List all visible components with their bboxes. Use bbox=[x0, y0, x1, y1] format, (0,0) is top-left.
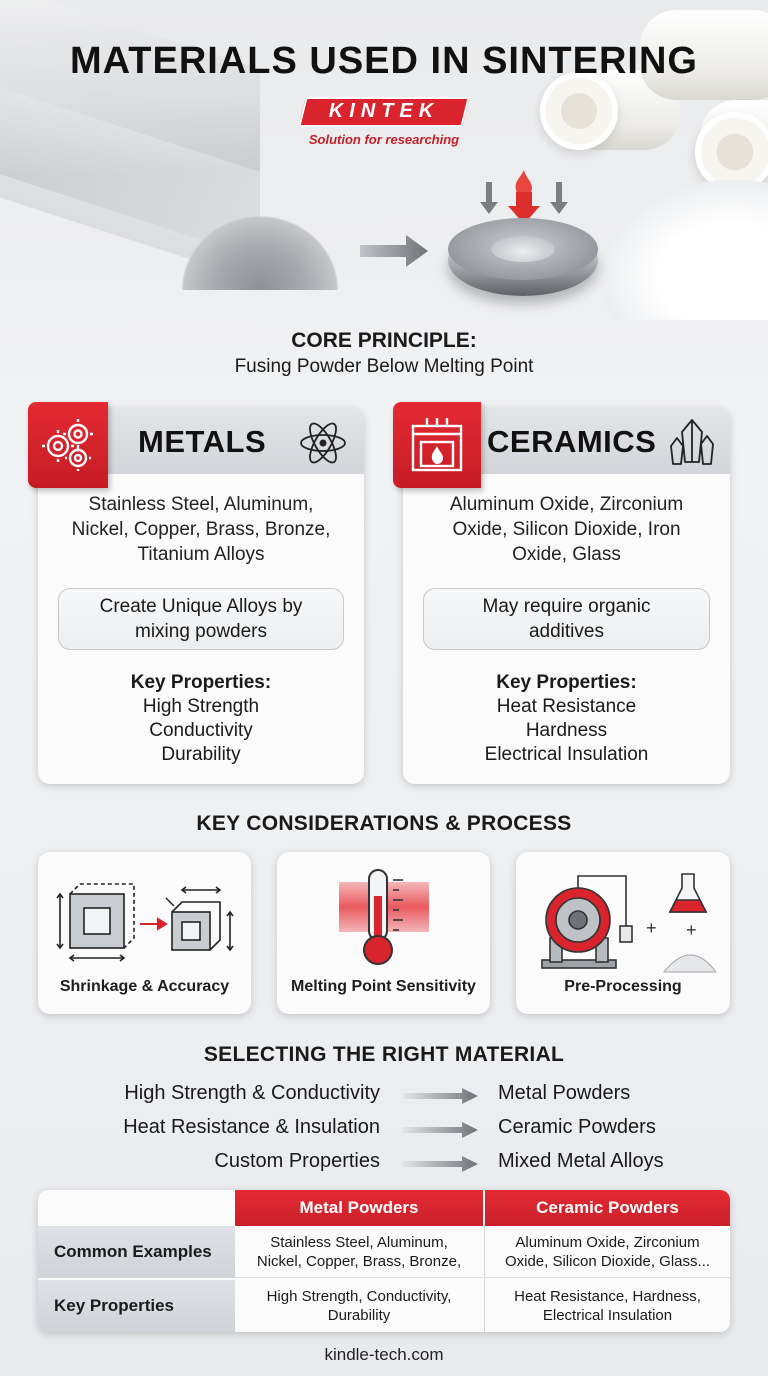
mixer-flask-powder-icon bbox=[536, 868, 716, 976]
metals-note bbox=[58, 588, 344, 650]
tile-label: Shrinkage & Accuracy bbox=[59, 978, 230, 995]
kiln-fire-icon bbox=[407, 414, 467, 474]
property-item: Heat Resistance bbox=[496, 696, 637, 717]
thermometer-icon bbox=[355, 866, 415, 970]
table-cell bbox=[485, 1280, 730, 1332]
cell-line: Aluminum Oxide, Zirconium bbox=[515, 1233, 700, 1251]
table-cell bbox=[485, 1226, 730, 1278]
material-line: Oxide, Silicon Dioxide, Iron bbox=[452, 519, 681, 540]
table-row-label: Key Properties bbox=[38, 1280, 235, 1332]
cell-line: Electrical Insulation bbox=[542, 1307, 673, 1324]
property-item: Electrical Insulation bbox=[484, 744, 649, 765]
material-line: Stainless Steel, Aluminum, bbox=[88, 494, 314, 515]
svg-text:+: + bbox=[686, 920, 697, 940]
cell-line: Stainless Steel, Aluminum, bbox=[270, 1233, 448, 1251]
property-item: Conductivity bbox=[149, 720, 253, 741]
material-line: Aluminum Oxide, Zirconium bbox=[449, 494, 684, 515]
atom-icon bbox=[298, 422, 348, 464]
arrow-right-icon bbox=[402, 1088, 478, 1104]
key-properties-heading: Key Properties: bbox=[130, 672, 272, 693]
ceramic-tube-image bbox=[540, 72, 618, 150]
material-line: Titanium Alloys bbox=[137, 544, 265, 565]
melting-point-tile bbox=[277, 852, 490, 1014]
ceramics-icon-tab bbox=[393, 402, 481, 488]
ceramics-title: CERAMICS bbox=[487, 424, 657, 459]
footer-url[interactable]: kindle-tech.com bbox=[324, 1345, 444, 1364]
arrow-right-icon bbox=[402, 1156, 478, 1172]
material-line: Nickel, Copper, Brass, Bronze, bbox=[71, 519, 331, 540]
property-item: Hardness bbox=[525, 720, 608, 741]
table-header-metal: Metal Powders bbox=[235, 1190, 483, 1226]
sintered-ring-hole bbox=[491, 236, 555, 262]
cell-line: High Strength, Conductivity, bbox=[266, 1288, 452, 1305]
metals-key-properties bbox=[38, 672, 364, 766]
cell-line: Heat Resistance, Hardness, bbox=[514, 1288, 701, 1305]
arrow-right-icon bbox=[360, 233, 430, 269]
selection-need: Heat Resistance & Insulation bbox=[123, 1116, 380, 1138]
table-divider bbox=[484, 1226, 485, 1332]
gears-icon bbox=[38, 414, 100, 476]
metal-powder-pile-image bbox=[170, 205, 350, 290]
cell-line: Nickel, Copper, Brass, Bronze, bbox=[256, 1252, 462, 1270]
pre-processing-tile bbox=[516, 852, 730, 1014]
property-item: High Strength bbox=[142, 696, 260, 717]
metals-materials bbox=[38, 492, 364, 567]
shrinkage-tile bbox=[38, 852, 251, 1014]
shrinkage-diagram-icon bbox=[56, 876, 236, 974]
selection-material: Metal Powders bbox=[498, 1082, 631, 1104]
table-row-label: Common Examples bbox=[38, 1226, 235, 1278]
property-item: Durability bbox=[161, 744, 241, 765]
cell-line: Durability bbox=[327, 1307, 391, 1324]
core-principle-subtitle: Fusing Powder Below Melting Point bbox=[234, 356, 534, 377]
ceramics-materials bbox=[403, 492, 730, 567]
page-title: MATERIALS USED IN SINTERING bbox=[70, 40, 698, 82]
tile-label: Pre-Processing bbox=[564, 978, 682, 995]
note-line: mixing powders bbox=[135, 621, 267, 642]
ceramics-note bbox=[423, 588, 710, 650]
selection-need: Custom Properties bbox=[214, 1150, 380, 1172]
selection-material: Ceramic Powders bbox=[498, 1116, 656, 1138]
arrow-right-icon bbox=[402, 1122, 478, 1138]
table-header-ceramic: Ceramic Powders bbox=[485, 1190, 730, 1226]
material-line: Oxide, Glass bbox=[512, 544, 621, 565]
selection-material: Mixed Metal Alloys bbox=[498, 1150, 664, 1172]
core-principle-title: CORE PRINCIPLE: bbox=[291, 329, 477, 352]
ceramics-key-properties bbox=[403, 672, 730, 766]
metals-title: METALS bbox=[138, 424, 267, 459]
selection-need: High Strength & Conductivity bbox=[124, 1082, 380, 1104]
considerations-title: KEY CONSIDERATIONS & PROCESS bbox=[196, 812, 572, 835]
note-line: May require organic bbox=[482, 596, 651, 617]
note-line: Create Unique Alloys by bbox=[99, 596, 303, 617]
metals-icon-tab bbox=[28, 402, 108, 488]
note-line: additives bbox=[528, 621, 604, 642]
logo-tagline: Solution for researching bbox=[308, 132, 460, 147]
comparison-table bbox=[38, 1190, 730, 1332]
white-powder-image bbox=[600, 180, 768, 320]
table-cell bbox=[235, 1226, 483, 1278]
cell-line: Oxide, Silicon Dioxide, Glass... bbox=[504, 1252, 711, 1270]
key-properties-heading: Key Properties: bbox=[496, 672, 637, 693]
table-cell bbox=[235, 1280, 483, 1332]
svg-text:+: + bbox=[646, 918, 657, 938]
crystal-icon bbox=[669, 418, 715, 468]
selection-title: SELECTING THE RIGHT MATERIAL bbox=[203, 1043, 565, 1066]
kintek-logo-text: KINTEK bbox=[328, 100, 440, 122]
tile-label: Melting Point Sensitivity bbox=[291, 978, 476, 995]
